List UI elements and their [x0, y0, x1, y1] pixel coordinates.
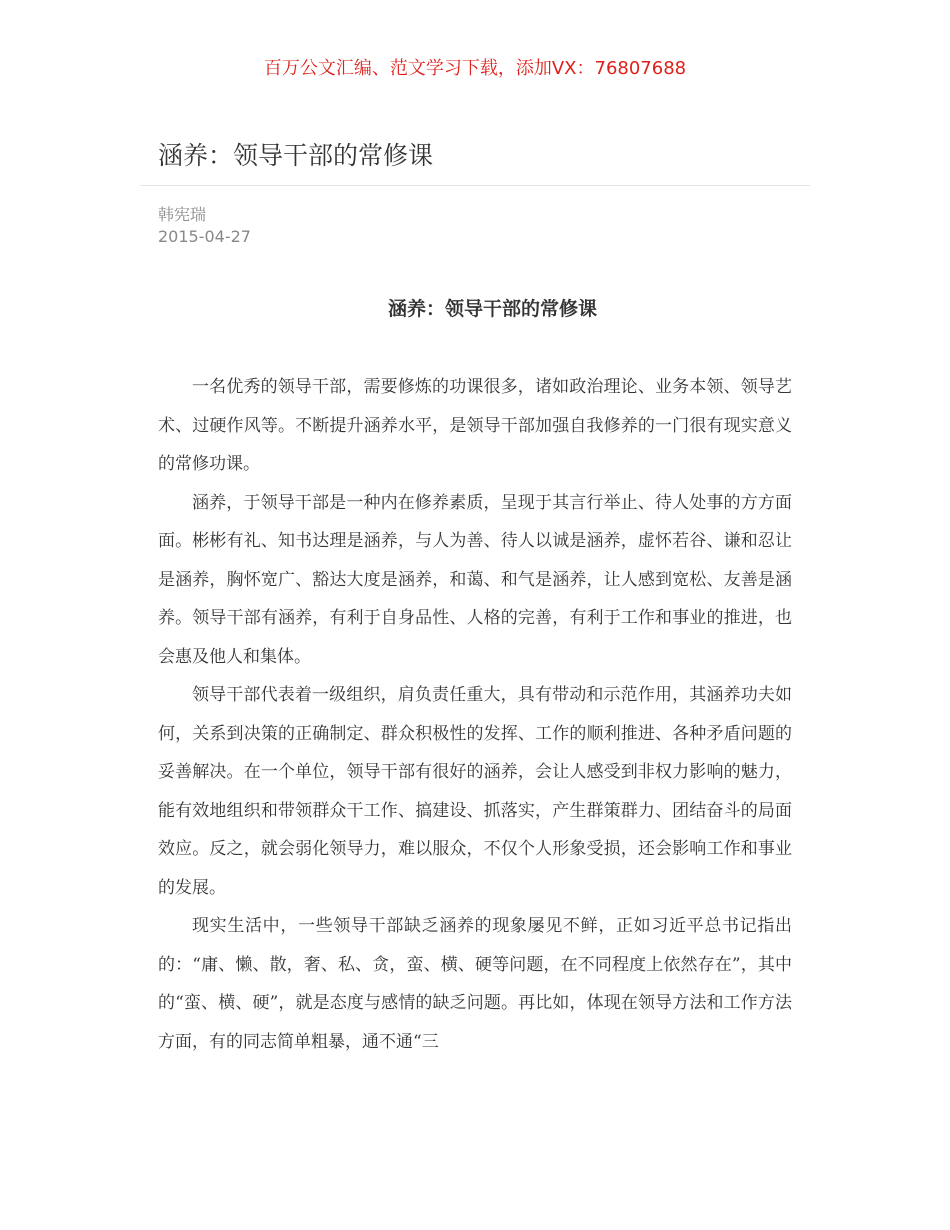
body-paragraph: 一名优秀的领导干部，需要修炼的功课很多，诸如政治理论、业务本领、领导艺术、过硬作风等。不断提升涵养水平，是领导干部加强自我修养的一门很有现实意义的常修功课。 [158, 377, 792, 474]
article-meta [158, 204, 251, 248]
article-body [158, 368, 792, 1061]
body-paragraph: 领导干部代表着一级组织，肩负责任重大，具有带动和示范作用，其涵养功夫如何，关系到决策的正确制定、群众积极性的发挥、工作的顺利推进、各种矛盾问题的妥善解决。在一个单位，领导干部有很好的涵养，会让人感受到非权力影响的魅力，能有效地组织和带领群众干工作、搞建设、抓落实，产生群策群力、团结奋斗的局面效应。反之，就会弱化领导力，难以服众，不仅个人形象受损，还会影响工作和事业的发展。 [158, 685, 792, 898]
body-paragraph: 涵养，于领导干部是一种内在修养素质，呈现于其言行举止、待人处事的方方面面。彬彬有礼、知书达理是涵养，与人为善、待人以诚是涵养，虚怀若谷、谦和忍让是涵养，胸怀宽广、豁达大度是涵养，和蔼、和气是涵养，让人感到宽松、友善是涵养。领导干部有涵养，有利于自身品性、人格的完善，有利于工作和事业的推进，也会惠及他人和集体。 [158, 492, 792, 667]
author-name: 韩宪瑞 [158, 205, 207, 224]
title-divider [140, 185, 810, 186]
watermark-banner: 百万公文汇编、范文学习下载，添加VX：76807688 [263, 58, 687, 79]
body-paragraph: 现实生活中，一些领导干部缺乏涵养的现象屡见不鲜，正如习近平总书记指出的：“庸、懒、散，奢、私、贪，蛮、横、硬等问题，在不同程度上依然存在”，其中的“蛮、横、硬”，就是态度与感情的缺乏问题。再比如，体现在领导方法和工作方法方面，有的同志简单粗暴，通不通“三 [158, 916, 792, 1052]
content-heading: 涵养：领导干部的常修课 [387, 298, 597, 320]
page-title: 涵养：领导干部的常修课 [158, 141, 434, 170]
publish-date: 2015-04-27 [158, 227, 251, 246]
